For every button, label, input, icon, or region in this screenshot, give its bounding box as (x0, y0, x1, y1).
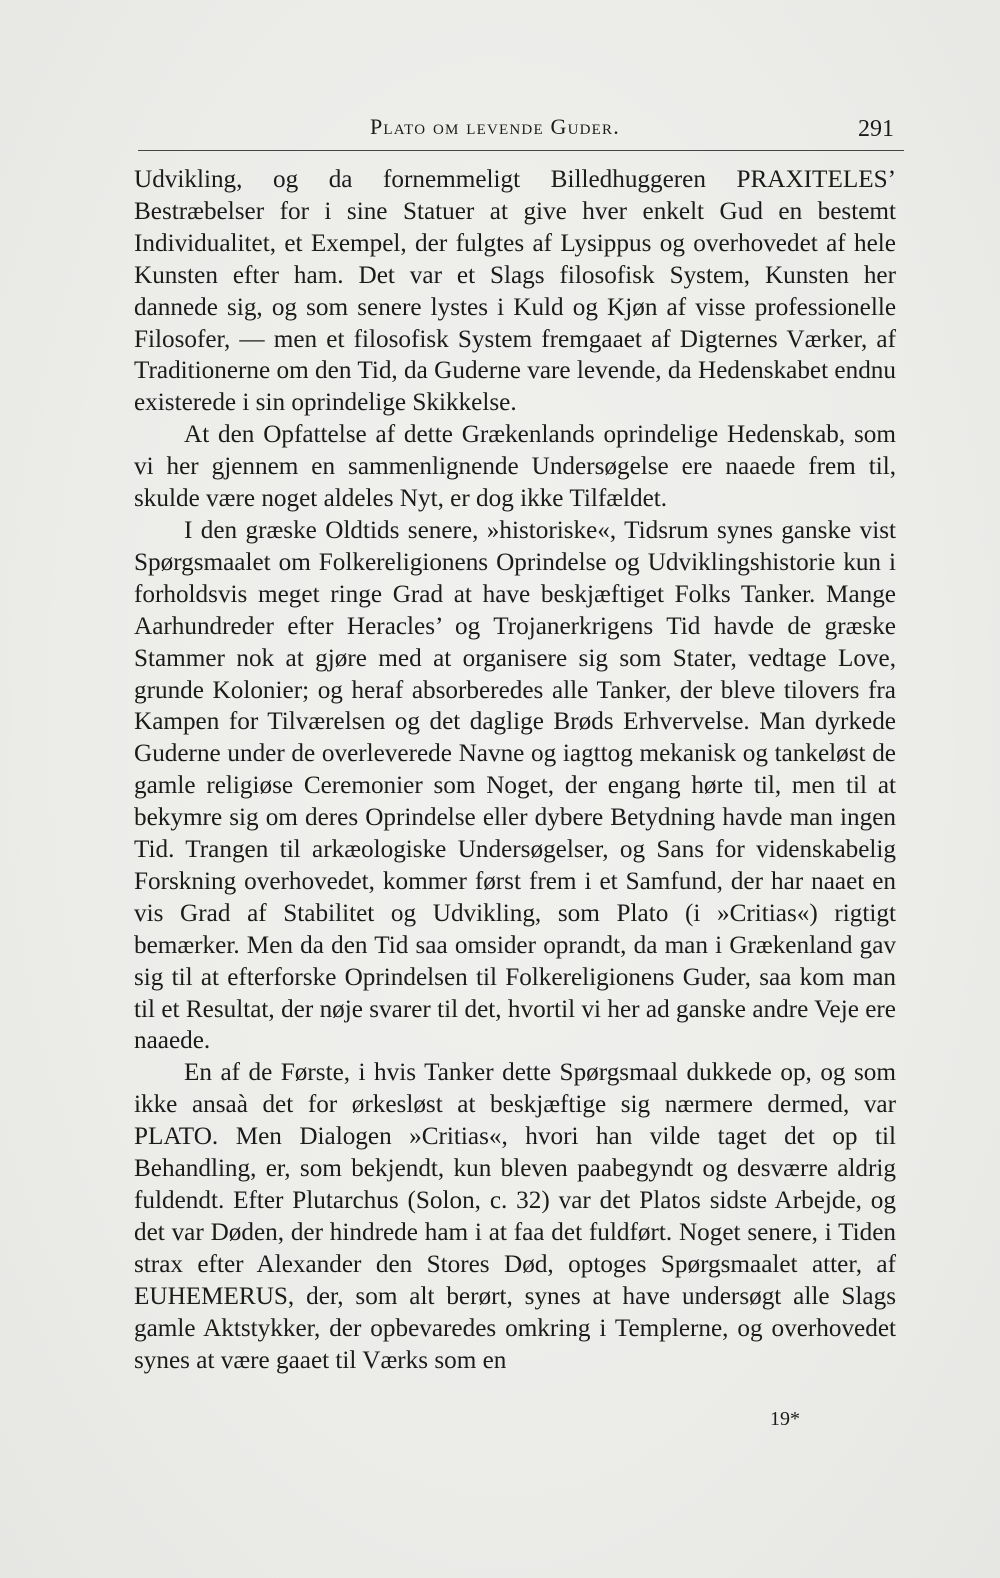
signature-mark: 19* (770, 1408, 800, 1430)
header-rule (138, 150, 904, 151)
running-title: Plato om levende Guder. (370, 114, 620, 139)
paragraph-3: I den græske Oldtids senere, »historiske«, Tidsrum synes ganske vist Spørgsmaalet om Folkereligionens Oprindelse og Udviklingshistorie kun i forholdsvis meget ringe Grad at have beskjæftiget Folks Tanker. Mange Aarhundreder efter Heracles’ og Trojanerkrigens Tid havde de græske Stammer nok at gjøre med at organisere sig som Stater, vedtage Love, grunde Kolonier; og heraf absorberedes alle Tanker, der bleve tilovers fra Kampen for Tilværelsen og det daglige Brøds Erhvervelse. Man dyrkede Guderne under de overleverede Navne og iagttog mekanisk og tankeløst de gamle religiøse Ceremonier som Noget, der engang hørte til, men til at bekymre sig om deres Oprindelse eller dybere Betydning havde man ingen Tid. Trangen til arkæologiske Undersøgelser, og Sans for videnskabelig Forskning overhovedet, kommer først frem i et Samfund, der har naaet en vis Grad af Stabilitet og Udvikling, som Plato (i »Critias«) rigtigt bemærker. Men da den Tid saa omsider oprandt, da man i Grækenland gav sig til at efterforske Oprindelsen til Folkereligionens Guder, saa kom man til et Resultat, der nøje svarer til det, hvortil vi her ad ganske andre Veje ere naaede. (134, 516, 896, 1055)
paragraph-2: At den Opfattelse af dette Grækenlands oprindelige Hedenskab, som vi her gjennem en sammenlignende Undersøgelse ere naaede frem til, skulde være noget aldeles Nyt, er dog ikke Tilfældet. (134, 421, 896, 513)
page-number: 291 (858, 116, 894, 142)
paragraph-4: En af de Første, i hvis Tanker dette Spørgsmaal dukkede op, og som ikke ansaà det for ørkesløst at beskjæftige sig nærmere dermed, var PLATO. Men Dialogen »Critias«, hvori han vilde taget det op til Behandling, er, som bekjendt, kun bleven paabegyndt og desværre aldrig fuldendt. Efter Plutarchus (Solon, c. 32) var det Platos sidste Arbejde, og det var Døden, der hindrede ham i at faa det fuldført. Noget senere, i Tiden strax efter Alexander den Stores Død, optoges Spørgsmaalet atter, af EUHEMERUS, der, som alt berørt, synes at have undersøgt alle Slags gamle Aktstykker, der opbevaredes omkring i Templerne, og overhovedet synes at være gaaet til Værks som en (134, 1059, 896, 1374)
paragraph-1: Udvikling, og da fornemmeligt Billedhuggeren PRAXITELES’ Bestræbelser for i sine Statuer at give hver enkelt Gud en bestemt Individualitet, et Exempel, der fulgtes af Lysippus og overhovedet af hele Kunsten efter ham. Det var et Slags filosofisk System, Kunsten her dannede sig, og som senere lystes i Kuld og Kjøn af visse professionelle Filosofer, — men et filosofisk System fremgaaet af Digternes Værker, af Traditionerne om den Tid, da Guderne vare levende, da Hedenskabet endnu existerede i sin oprindelige Skikkelse. (134, 166, 896, 417)
body-text (134, 164, 896, 1376)
running-head (138, 112, 904, 152)
